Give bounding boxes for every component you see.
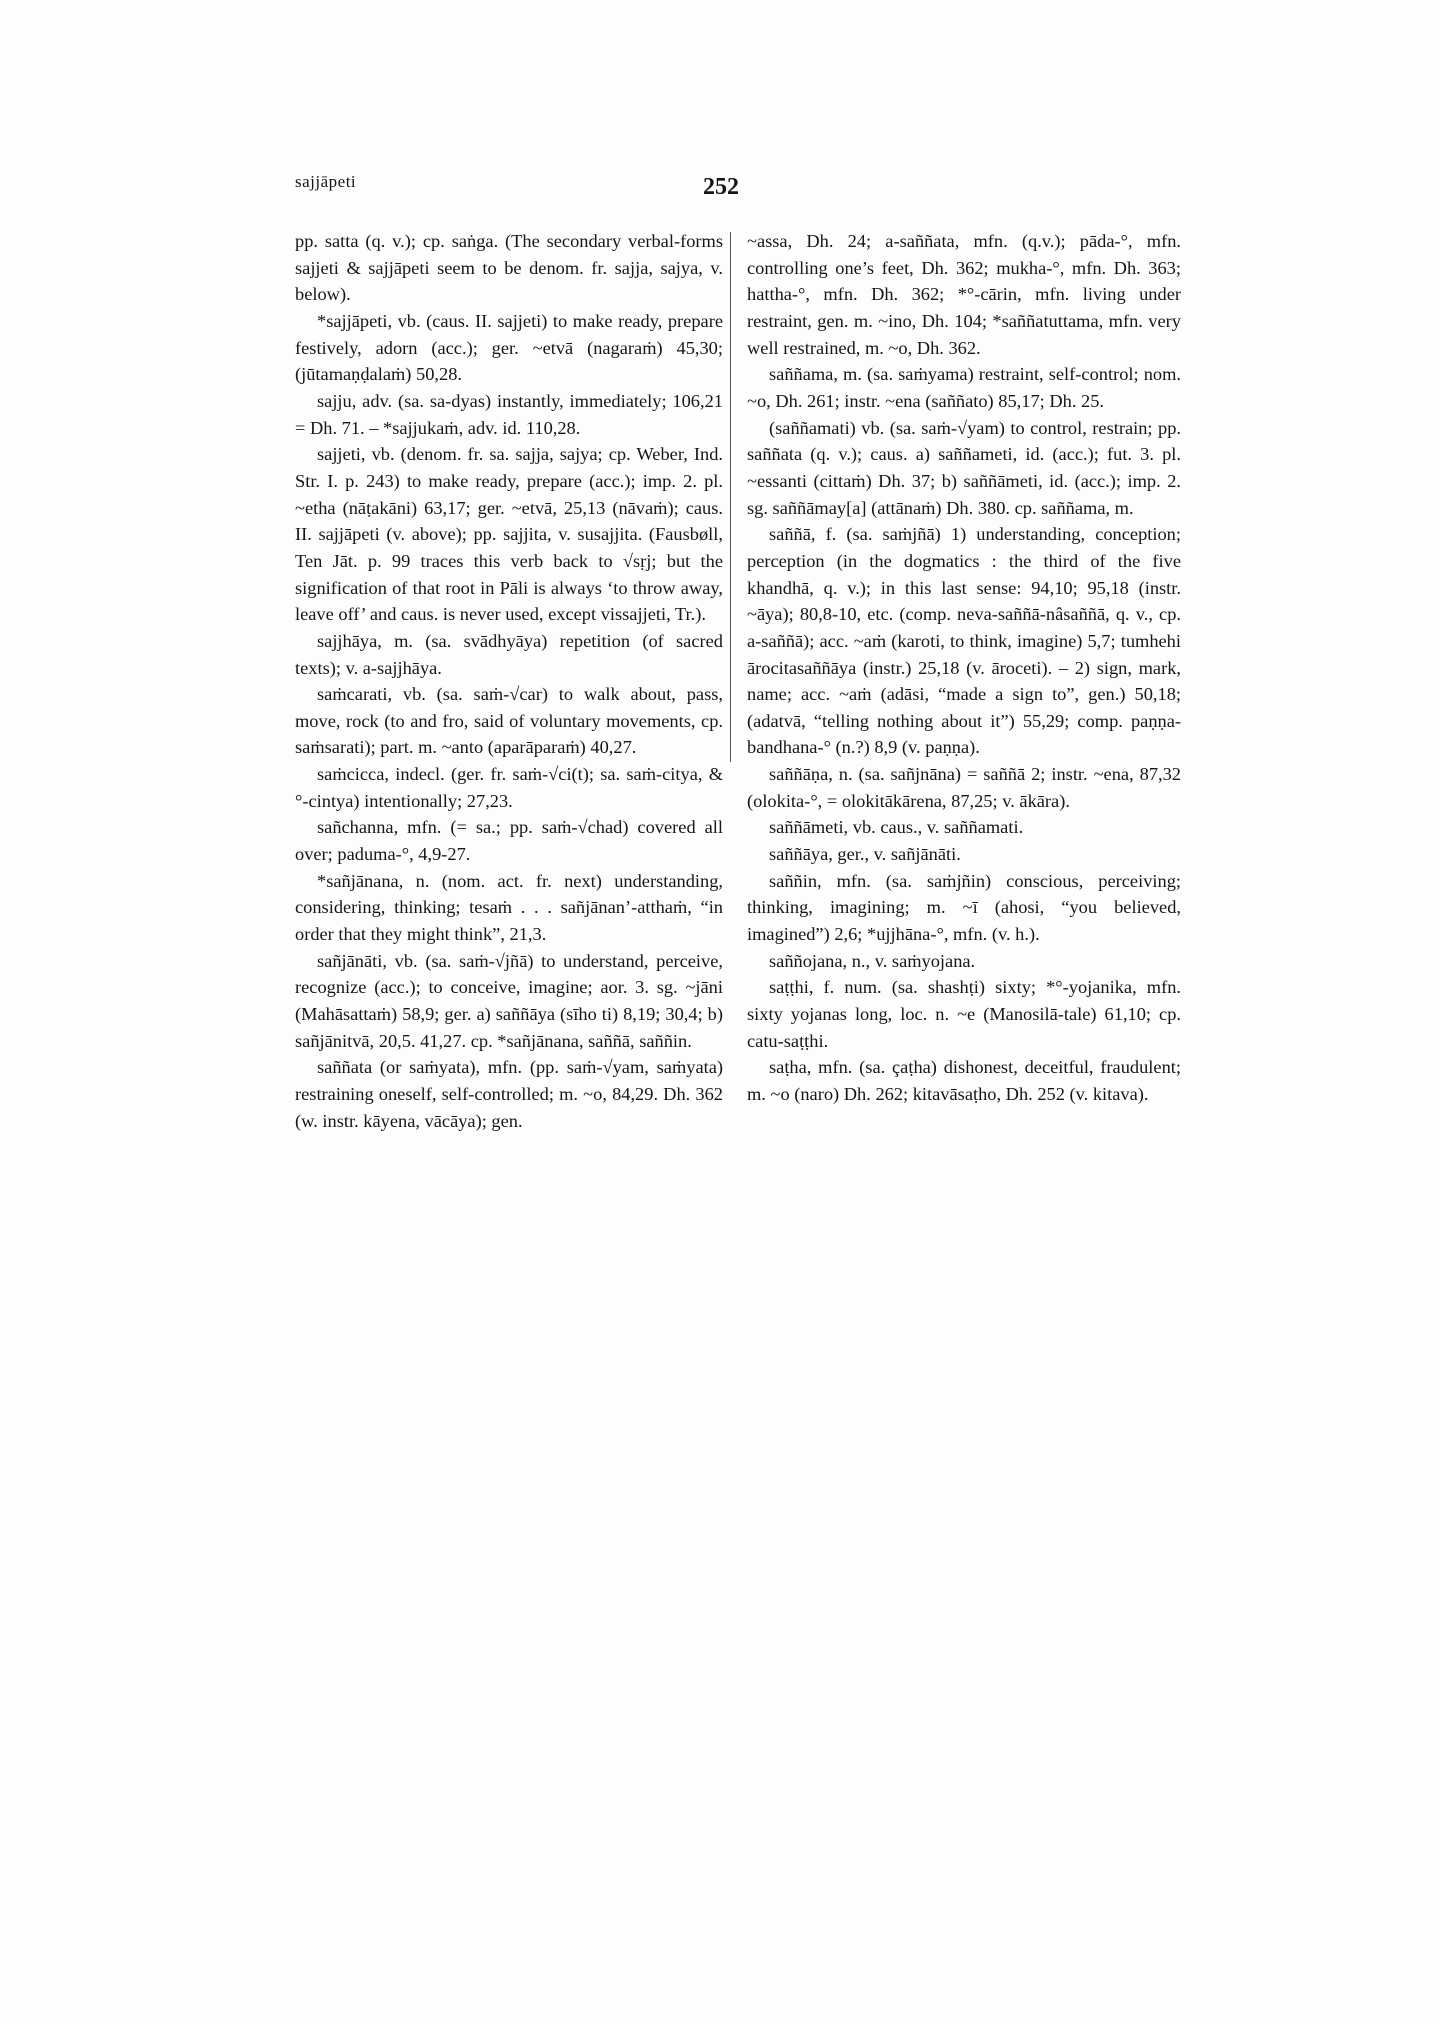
entry-continuation-sannata: ~assa, Dh. 24; a-saññata, mfn. (q.v.); pāda-°, mfn. controlling one’s feet, Dh. 362; mukha-°, mfn. Dh. 363; hattha-°, mfn. Dh. 362; *°-cārin, mfn. living under restraint, gen. m. ~ino, Dh. 104; *saññatuttama, mfn. very well restrained, m. ~o, Dh. 362. (747, 231, 1181, 358)
entry-sajjeti: sajjeti, vb. (denom. fr. sa. sajja, sajya; cp. Weber, Ind. Str. I. p. 243) to make ready, prepare (acc.); imp. 2. pl. ~etha (nāṭakāni) 63,17; ger. ~etvā, 25,13 (nāvaṁ); caus. II. sajjāpeti (v. above); pp. sajjita, v. susajjita. (Fausbøll, Ten Jāt. p. 99 traces this verb back to √sṛj; but the signification of that root in Pāli is always ‘to throw away, leave off’ and caus. is never used, except vissajjeti, Tr.). (295, 444, 723, 625)
entry-sannin: saññin, mfn. (sa. saṁjñin) conscious, perceiving; thinking, imagining; m. ~ī (ahosi, “you believed, imagined”) 2,6; *ujjhāna-°, mfn. (v. h.). (747, 870, 1181, 945)
entry-sannata: saññata (or saṁyata), mfn. (pp. saṁ-√yam, saṁyata) restraining oneself, self-controlled; m. ~o, 84,29. Dh. 362 (w. instr. kāyena, vācāya); gen. (295, 1057, 723, 1131)
entry-samcicca: saṁcicca, indecl. (ger. fr. saṁ-√ci(t); sa. saṁ-citya, & °-cintya) intentionally; 27,23. (295, 764, 723, 811)
entry-sajju: sajju, adv. (sa. sa-dyas) instantly, immediately; 106,21 = Dh. 71. – *sajjukaṁ, adv. id. 110,28. (295, 390, 723, 438)
entry-samcarati: saṁcarati, vb. (sa. saṁ-√car) to walk about, pass, move, rock (to and fro, said of voluntary movements, cp. saṁsarati); part. m. ~anto (aparāparaṁ) 40,27. (295, 684, 723, 758)
right-column (747, 228, 1181, 1108)
entry-sannamati: (saññamati) vb. (sa. saṁ-√yam) to control, restrain; pp. saññata (q. v.); caus. a) saññameti, id. (acc.); fut. 3. pl. ~essanti (cittaṁ) Dh. 37; b) saññāmeti, id. (acc.); imp. 2. sg. saññāmay[a] (attānaṁ) Dh. 380. cp. saññama, m. (747, 417, 1181, 518)
entry-sannojana: saññojana, n., v. saṁyojana. (769, 950, 976, 971)
entry-satthi: saṭṭhi, f. num. (sa. shashṭi) sixty; *°-yojanika, mfn. sixty yojanas long, loc. n. ~e (Manosilā-tale) 61,10; cp. catu-saṭṭhi. (747, 977, 1181, 1051)
entry-sannama: saññama, m. (sa. saṁyama) restraint, self-control; nom. ~o, Dh. 261; instr. ~ena (saññato) 85,17; Dh. 25. (747, 364, 1181, 411)
entry-sannana: saññāṇa, n. (sa. sañjnāna) = saññā 2; instr. ~ena, 87,32 (olokita-°, = olokitākārena, 87,25; v. ākāra). (747, 764, 1181, 811)
page-number: 252 (703, 174, 739, 200)
entry-sannaya: saññāya, ger., v. sañjānāti. (769, 844, 961, 865)
column-divider (730, 232, 731, 762)
entry-sanna: saññā, f. (sa. saṁjñā) 1) understanding, conception; perception (in the dogmatics : the third of the five khandhā, q. v.); in this last sense: 94,10; 95,18 (instr. ~āya); 80,8-10, etc. (comp. neva-saññā-nâsaññā, q. v., cp. a-saññā); acc. ~aṁ (karoti, to think, imagine) 5,7; tumhehi ārocitasaññāya (instr.) 25,18 (v. āroceti). – 2) sign, mark, name; acc. ~aṁ (adāsi, “made a sign to”, gen.) 50,18; (adatvā, “telling nothing about it”) 55,29; comp. paṇṇa-bandhana-° (n.?) 8,9 (v. paṇṇa). (747, 524, 1181, 758)
entry-sajjapeti: *sajjāpeti, vb. (caus. II. sajjeti) to make ready, prepare festively, adorn (acc.); ger. ~etvā (nagaraṁ) 45,30; (jūtamaṇḍalaṁ) 50,28. (295, 310, 723, 385)
entry-satha: saṭha, mfn. (sa. çaṭha) dishonest, deceitful, fraudulent; m. ~o (naro) Dh. 262; kitavāsaṭho, Dh. 252 (v. kitava). (747, 1057, 1181, 1104)
entry-sannameti: saññāmeti, vb. caus., v. saññamati. (769, 817, 1024, 838)
entry-sajjhaya: sajjhāya, m. (sa. svādhyāya) repetition (of sacred texts); v. a-sajjhāya. (295, 630, 723, 678)
left-column (295, 228, 723, 1134)
entry-sanchanna: sañchanna, mfn. (= sa.; pp. saṁ-√chad) covered all over; paduma-°, 4,9-27. (295, 817, 723, 865)
running-head: sajjāpeti (295, 172, 357, 191)
entry-continuation-satta: pp. satta (q. v.); cp. saṅga. (The secondary verbal-forms sajjeti & sajjāpeti seem to be denom. fr. sajja, sajya, v. below). (295, 231, 723, 305)
entry-sanjanati: sañjānāti, vb. (sa. saṁ-√jñā) to understand, perceive, recognize (acc.); to conceive, imagine; aor. 3. sg. ~jāni (Mahāsattaṁ) 58,9; ger. a) saññāya (sīho ti) 8,19; 30,4; b) sañjānitvā, 20,5. 41,27. cp. *sañjānana, saññā, saññin. (295, 950, 723, 1051)
entry-sanjanana: *sañjānana, n. (nom. act. fr. next) understanding, considering, thinking; tesaṁ . . . sañjānan’-atthaṁ, “in order that they might think”, 21,3. (295, 870, 723, 945)
